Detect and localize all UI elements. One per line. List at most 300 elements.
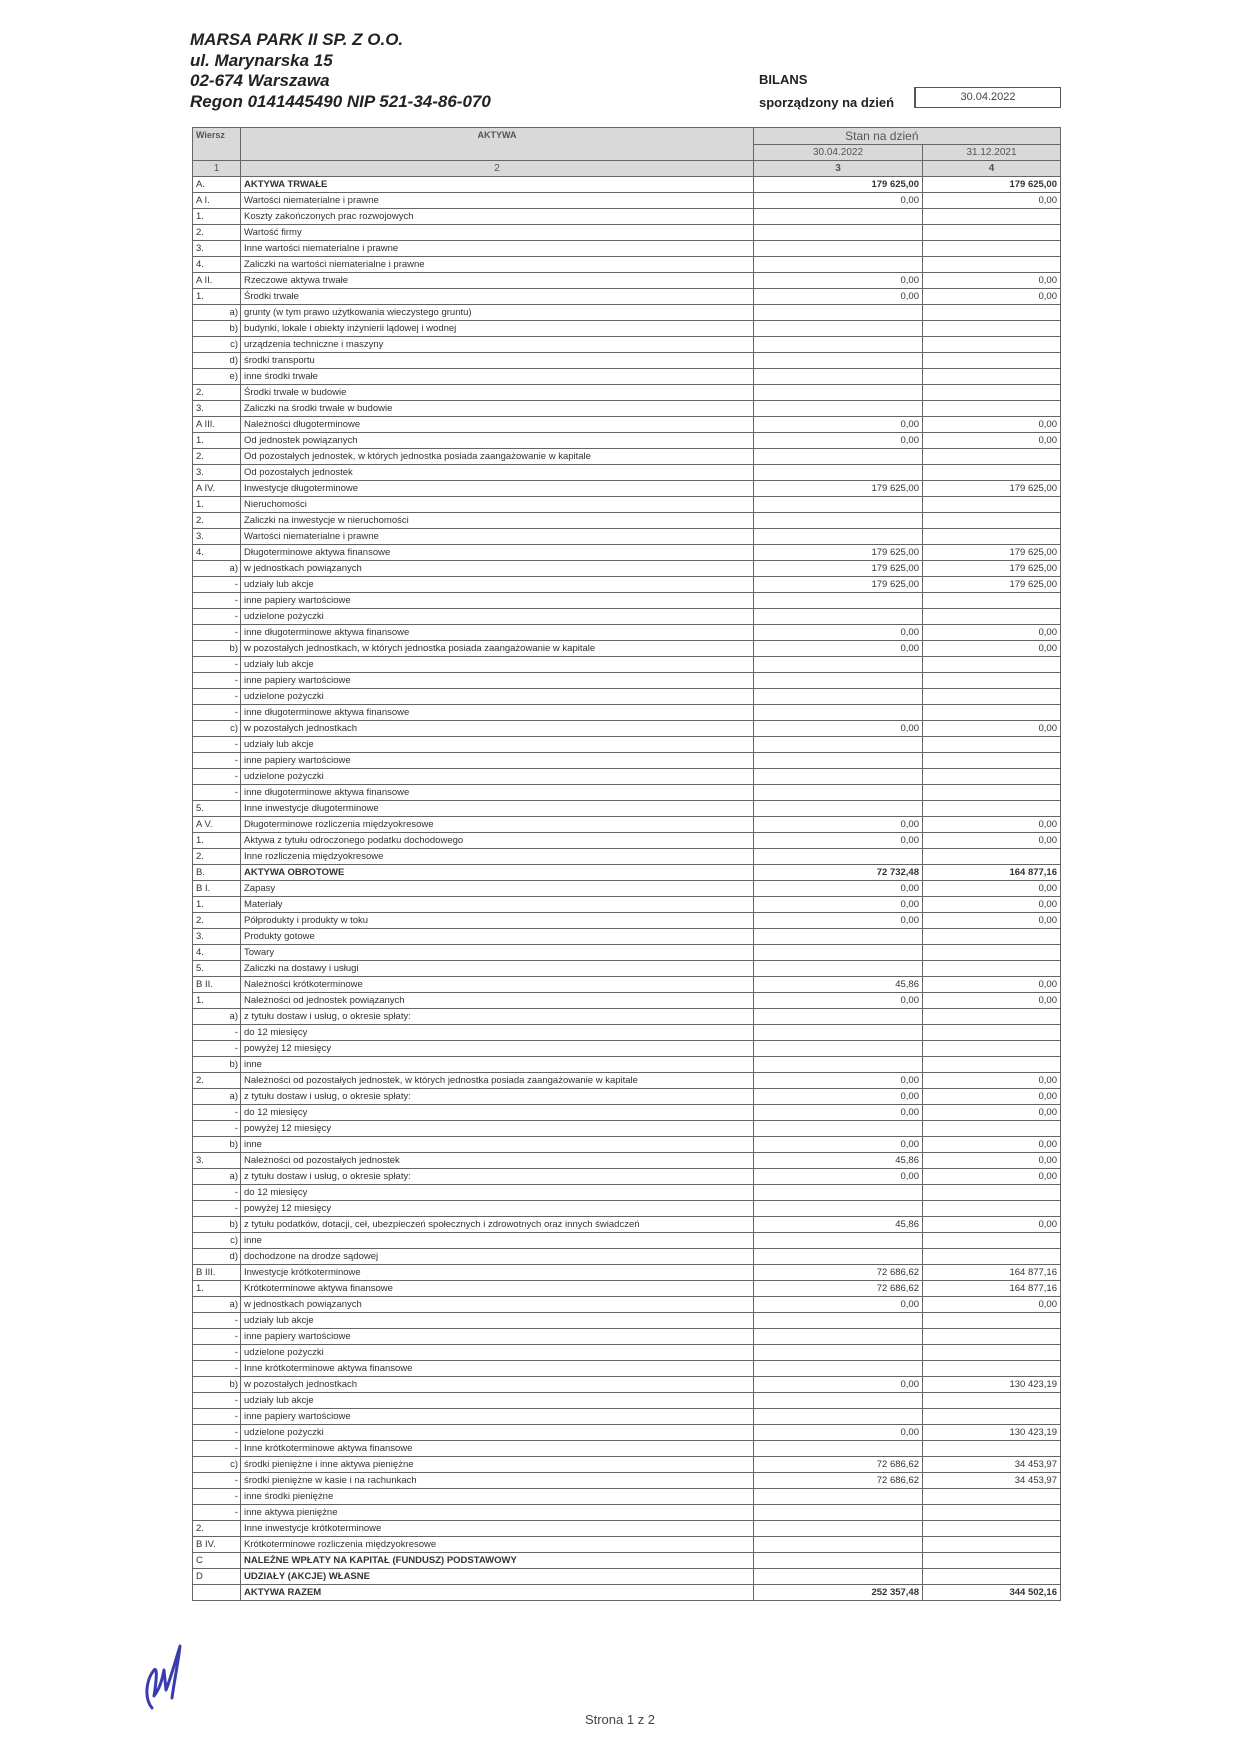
row-label: udziały lub akcje (241, 737, 754, 753)
row-code: 3. (193, 929, 241, 945)
row-value-current: 0,00 (754, 1105, 923, 1121)
row-label: Krótkoterminowe aktywa finansowe (241, 1281, 754, 1297)
table-row (193, 1441, 1061, 1457)
row-label: budynki, lokale i obiekty inżynierii lądowej i wodnej (241, 321, 754, 337)
table-row (193, 1185, 1061, 1201)
row-label: NALEŻNE WPŁATY NA KAPITAŁ (FUNDUSZ) PODSTAWOWY (241, 1553, 754, 1569)
company-city: 02-674 Warszawa (190, 71, 330, 90)
row-value-current (754, 497, 923, 513)
row-code: 2. (193, 1073, 241, 1089)
row-code: 3. (193, 241, 241, 257)
row-label: Należności krótkoterminowe (241, 977, 754, 993)
table-row (193, 465, 1061, 481)
row-value-previous (923, 1025, 1061, 1041)
table-row (193, 241, 1061, 257)
table-row (193, 289, 1061, 305)
row-value-previous (923, 529, 1061, 545)
row-label: inne papiery wartościowe (241, 1409, 754, 1425)
row-value-previous (923, 353, 1061, 369)
row-value-previous: 0,00 (923, 1217, 1061, 1233)
row-code: 1. (193, 993, 241, 1009)
row-value-current: 0,00 (754, 913, 923, 929)
row-code: - (193, 577, 241, 593)
table-row (193, 449, 1061, 465)
company-street: ul. Marynarska 15 (190, 50, 333, 70)
row-value-current (754, 1249, 923, 1265)
row-value-current: 0,00 (754, 833, 923, 849)
row-code: c) (193, 1233, 241, 1249)
row-label: udziały lub akcje (241, 1313, 754, 1329)
row-label: udziały lub akcje (241, 577, 754, 593)
row-code: a) (193, 1009, 241, 1025)
row-label: dochodzone na drodze sądowej (241, 1249, 754, 1265)
header-row-top (193, 128, 1061, 145)
row-value-current (754, 961, 923, 977)
row-value-current: 0,00 (754, 1425, 923, 1441)
row-value-current: 179 625,00 (754, 577, 923, 593)
table-row (193, 1553, 1061, 1569)
row-code: A II. (193, 273, 241, 289)
table-row (193, 1105, 1061, 1121)
row-label: z tytułu dostaw i usług, o okresie spłaty: (241, 1009, 754, 1025)
row-value-previous: 0,00 (923, 913, 1061, 929)
row-value-previous (923, 593, 1061, 609)
row-label: Od pozostałych jednostek, w których jednostka posiada zaangażowanie w kapitale (241, 449, 754, 465)
row-value-current (754, 513, 923, 529)
row-code: 2. (193, 385, 241, 401)
row-label: Od jednostek powiązanych (241, 433, 754, 449)
row-label: Wartość firmy (241, 225, 754, 241)
row-value-current (754, 1201, 923, 1217)
table-row (193, 1169, 1061, 1185)
row-code: 3. (193, 401, 241, 417)
row-value-previous: 0,00 (923, 1105, 1061, 1121)
row-code: b) (193, 1137, 241, 1153)
row-label: inne (241, 1233, 754, 1249)
row-value-current (754, 1361, 923, 1377)
row-value-previous (923, 1121, 1061, 1137)
row-value-current: 179 625,00 (754, 177, 923, 193)
row-label: Od pozostałych jednostek (241, 465, 754, 481)
table-row (193, 1489, 1061, 1505)
row-label: UDZIAŁY (AKCJE) WŁASNE (241, 1569, 754, 1585)
row-value-current (754, 1569, 923, 1585)
row-value-current (754, 1313, 923, 1329)
table-row (193, 369, 1061, 385)
row-label: Środki trwałe w budowie (241, 385, 754, 401)
row-label: udzielone pożyczki (241, 689, 754, 705)
header-stan-na-dzien: Stan na dzień (754, 128, 923, 145)
row-code: C (193, 1553, 241, 1569)
table-row (193, 609, 1061, 625)
table-row (193, 1329, 1061, 1345)
row-value-current (754, 401, 923, 417)
row-value-previous (923, 1233, 1061, 1249)
row-label: w pozostałych jednostkach (241, 1377, 754, 1393)
row-value-current: 0,00 (754, 881, 923, 897)
row-value-previous (923, 225, 1061, 241)
row-code: - (193, 673, 241, 689)
row-label: powyżej 12 miesięcy (241, 1041, 754, 1057)
row-value-previous: 0,00 (923, 433, 1061, 449)
table-row (193, 577, 1061, 593)
row-value-current (754, 705, 923, 721)
row-value-current: 0,00 (754, 817, 923, 833)
row-code: - (193, 1441, 241, 1457)
table-row (193, 1473, 1061, 1489)
row-value-current: 0,00 (754, 721, 923, 737)
row-value-current (754, 1409, 923, 1425)
table-row (193, 865, 1061, 881)
row-value-previous: 0,00 (923, 1073, 1061, 1089)
page-footer: Strona 1 z 2 (584, 1712, 656, 1727)
row-code: 2. (193, 449, 241, 465)
row-value-current: 45,86 (754, 1217, 923, 1233)
row-label: Wartości niematerialne i prawne (241, 529, 754, 545)
row-code: b) (193, 1217, 241, 1233)
row-label: inne papiery wartościowe (241, 1329, 754, 1345)
table-row (193, 401, 1061, 417)
row-code: 5. (193, 961, 241, 977)
table-row (193, 1361, 1061, 1377)
row-value-previous: 0,00 (923, 1297, 1061, 1313)
row-label: udziały lub akcje (241, 657, 754, 673)
row-value-current (754, 753, 923, 769)
row-code: c) (193, 1457, 241, 1473)
table-row (193, 1281, 1061, 1297)
row-value-current (754, 353, 923, 369)
row-code: A IV. (193, 481, 241, 497)
row-code: - (193, 609, 241, 625)
row-label: Nieruchomości (241, 497, 754, 513)
row-value-current: 45,86 (754, 977, 923, 993)
row-value-current (754, 369, 923, 385)
table-row (193, 625, 1061, 641)
header-row-numbers (193, 161, 1061, 177)
row-label: AKTYWA RAZEM (241, 1585, 754, 1601)
table-row (193, 1393, 1061, 1409)
row-label: do 12 miesięcy (241, 1025, 754, 1041)
table-row (193, 705, 1061, 721)
header-num-1: 1 (193, 161, 241, 177)
prepared-label: sporządzony na dzień (759, 95, 895, 110)
row-label: udzielone pożyczki (241, 1425, 754, 1441)
balance-sheet-table (192, 127, 1061, 1601)
table-row (193, 1057, 1061, 1073)
row-value-previous (923, 1009, 1061, 1025)
row-value-previous: 164 877,16 (923, 1265, 1061, 1281)
row-code: 1. (193, 897, 241, 913)
row-code: a) (193, 305, 241, 321)
table-row (193, 529, 1061, 545)
table-row (193, 1585, 1061, 1601)
row-code: 1. (193, 1281, 241, 1297)
row-label: w pozostałych jednostkach, w których jednostka posiada zaangażowanie w kapitale (241, 641, 754, 657)
row-code: a) (193, 1297, 241, 1313)
row-value-current: 0,00 (754, 625, 923, 641)
row-code: - (193, 1121, 241, 1137)
row-code: - (193, 1345, 241, 1361)
row-value-current: 0,00 (754, 193, 923, 209)
row-label: Towary (241, 945, 754, 961)
table-row (193, 817, 1061, 833)
row-code: B II. (193, 977, 241, 993)
row-code: 1. (193, 289, 241, 305)
header-aktywa: AKTYWA (241, 128, 754, 161)
table-row (193, 881, 1061, 897)
table-row (193, 689, 1061, 705)
row-value-current: 0,00 (754, 993, 923, 1009)
row-label: inne papiery wartościowe (241, 753, 754, 769)
row-value-previous (923, 801, 1061, 817)
row-label: Inwestycje długoterminowe (241, 481, 754, 497)
row-code: - (193, 1393, 241, 1409)
row-code: e) (193, 369, 241, 385)
row-value-previous (923, 1505, 1061, 1521)
row-code: 1. (193, 433, 241, 449)
row-label: do 12 miesięcy (241, 1105, 754, 1121)
row-value-current: 0,00 (754, 1089, 923, 1105)
row-value-previous: 179 625,00 (923, 577, 1061, 593)
row-value-previous: 0,00 (923, 193, 1061, 209)
row-value-current: 72 732,48 (754, 865, 923, 881)
row-code (193, 1585, 241, 1601)
table-row (193, 257, 1061, 273)
row-value-current (754, 305, 923, 321)
row-label: Należności od jednostek powiązanych (241, 993, 754, 1009)
table-row (193, 993, 1061, 1009)
row-value-current: 0,00 (754, 1297, 923, 1313)
row-value-current: 0,00 (754, 641, 923, 657)
row-value-previous (923, 1329, 1061, 1345)
row-code: - (193, 785, 241, 801)
row-label: Rzeczowe aktywa trwałe (241, 273, 754, 289)
table-row (193, 737, 1061, 753)
row-label: w jednostkach powiązanych (241, 561, 754, 577)
header-stan-filler (923, 128, 1061, 145)
row-label: Zaliczki na dostawy i usługi (241, 961, 754, 977)
row-code: D (193, 1569, 241, 1585)
row-value-previous: 130 423,19 (923, 1377, 1061, 1393)
row-code: - (193, 1329, 241, 1345)
row-value-previous: 0,00 (923, 1089, 1061, 1105)
row-value-previous: 0,00 (923, 993, 1061, 1009)
row-code: - (193, 593, 241, 609)
row-value-previous: 179 625,00 (923, 481, 1061, 497)
row-code: B. (193, 865, 241, 881)
row-code: 1. (193, 497, 241, 513)
row-value-previous (923, 1201, 1061, 1217)
row-code: 2. (193, 225, 241, 241)
row-value-current: 179 625,00 (754, 481, 923, 497)
row-value-previous: 0,00 (923, 289, 1061, 305)
row-value-previous: 0,00 (923, 721, 1061, 737)
row-value-current (754, 209, 923, 225)
row-value-current (754, 1121, 923, 1137)
row-value-current (754, 241, 923, 257)
row-value-current (754, 1329, 923, 1345)
header-num-2: 2 (241, 161, 754, 177)
row-code: 4. (193, 945, 241, 961)
row-value-previous: 344 502,16 (923, 1585, 1061, 1601)
row-value-current (754, 673, 923, 689)
row-code: B IV. (193, 1537, 241, 1553)
row-value-previous (923, 705, 1061, 721)
row-code: - (193, 1105, 241, 1121)
row-value-current: 0,00 (754, 433, 923, 449)
row-value-current: 0,00 (754, 1137, 923, 1153)
row-value-previous (923, 321, 1061, 337)
row-label: Zaliczki na środki trwałe w budowie (241, 401, 754, 417)
header-num-4: 4 (923, 161, 1061, 177)
row-code: d) (193, 1249, 241, 1265)
row-value-previous (923, 1313, 1061, 1329)
row-value-previous (923, 785, 1061, 801)
row-label: Krótkoterminowe rozliczenia międzyokresowe (241, 1537, 754, 1553)
row-value-previous: 0,00 (923, 625, 1061, 641)
row-value-previous (923, 1185, 1061, 1201)
table-row (193, 1249, 1061, 1265)
row-code: 2. (193, 913, 241, 929)
row-label: Koszty zakończonych prac rozwojowych (241, 209, 754, 225)
row-value-current: 0,00 (754, 273, 923, 289)
row-value-current (754, 1553, 923, 1569)
table-row (193, 977, 1061, 993)
row-value-current (754, 1505, 923, 1521)
table-row (193, 385, 1061, 401)
row-value-current: 72 686,62 (754, 1265, 923, 1281)
row-value-previous (923, 1041, 1061, 1057)
row-label: inne papiery wartościowe (241, 593, 754, 609)
row-value-current (754, 321, 923, 337)
row-code: b) (193, 1057, 241, 1073)
header-wiersz: Wiersz (193, 128, 241, 161)
table-row (193, 929, 1061, 945)
row-code: - (193, 1409, 241, 1425)
table-row (193, 833, 1061, 849)
row-value-current (754, 945, 923, 961)
table-row (193, 1569, 1061, 1585)
row-code: 4. (193, 257, 241, 273)
row-code: b) (193, 321, 241, 337)
table-row (193, 1121, 1061, 1137)
row-value-current (754, 1009, 923, 1025)
table-row (193, 1537, 1061, 1553)
row-code: 3. (193, 1153, 241, 1169)
table-row (193, 785, 1061, 801)
row-label: grunty (w tym prawo użytkowania wieczystego gruntu) (241, 305, 754, 321)
row-label: środki transportu (241, 353, 754, 369)
table-row (193, 193, 1061, 209)
row-label: udzielone pożyczki (241, 609, 754, 625)
header-date-2: 31.12.2021 (923, 144, 1061, 161)
table-row (193, 1313, 1061, 1329)
row-value-previous: 0,00 (923, 833, 1061, 849)
table-row (193, 657, 1061, 673)
table-row (193, 321, 1061, 337)
row-label: Materiały (241, 897, 754, 913)
row-value-previous (923, 241, 1061, 257)
row-code: 3. (193, 529, 241, 545)
row-code: 2. (193, 1521, 241, 1537)
row-code: 2. (193, 513, 241, 529)
row-value-previous (923, 401, 1061, 417)
table-row (193, 721, 1061, 737)
table-row (193, 1137, 1061, 1153)
row-code: - (193, 753, 241, 769)
table-row (193, 753, 1061, 769)
row-label: Zaliczki na wartości niematerialne i prawne (241, 257, 754, 273)
row-value-previous (923, 945, 1061, 961)
row-label: Długoterminowe rozliczenia międzyokresowe (241, 817, 754, 833)
table-row (193, 1217, 1061, 1233)
row-code: d) (193, 353, 241, 369)
row-value-previous (923, 337, 1061, 353)
row-value-previous (923, 1521, 1061, 1537)
row-code: c) (193, 337, 241, 353)
row-label: inne środki trwałe (241, 369, 754, 385)
row-label: środki pieniężne i inne aktywa pieniężne (241, 1457, 754, 1473)
table-row (193, 225, 1061, 241)
table-row (193, 481, 1061, 497)
row-value-previous (923, 1249, 1061, 1265)
row-value-previous: 34 453,97 (923, 1457, 1061, 1473)
row-value-current (754, 689, 923, 705)
row-code: A I. (193, 193, 241, 209)
row-label: powyżej 12 miesięcy (241, 1121, 754, 1137)
table-row (193, 1233, 1061, 1249)
row-value-previous (923, 609, 1061, 625)
row-code: 1. (193, 833, 241, 849)
row-value-current: 0,00 (754, 897, 923, 913)
table-row (193, 273, 1061, 289)
row-code: A. (193, 177, 241, 193)
row-code: a) (193, 1169, 241, 1185)
table-row (193, 769, 1061, 785)
row-value-current: 179 625,00 (754, 545, 923, 561)
table-row (193, 1521, 1061, 1537)
row-label: inne długoterminowe aktywa finansowe (241, 785, 754, 801)
row-value-current (754, 785, 923, 801)
row-label: z tytułu podatków, dotacji, ceł, ubezpieczeń społecznych i zdrowotnych oraz innych świadczeń (241, 1217, 754, 1233)
row-value-previous: 179 625,00 (923, 177, 1061, 193)
row-label: Należności od pozostałych jednostek, w których jednostka posiada zaangażowanie w kapitale (241, 1073, 754, 1089)
row-value-current (754, 769, 923, 785)
row-value-previous (923, 1569, 1061, 1585)
row-label: do 12 miesięcy (241, 1185, 754, 1201)
row-code: - (193, 657, 241, 673)
row-value-previous (923, 497, 1061, 513)
row-value-current (754, 849, 923, 865)
row-value-previous (923, 1489, 1061, 1505)
row-label: Aktywa z tytułu odroczonego podatku dochodowego (241, 833, 754, 849)
table-row (193, 1009, 1061, 1025)
table-row (193, 1089, 1061, 1105)
table-row (193, 593, 1061, 609)
row-value-current: 72 686,62 (754, 1457, 923, 1473)
row-value-previous (923, 209, 1061, 225)
row-value-previous (923, 449, 1061, 465)
table-row (193, 561, 1061, 577)
row-value-previous: 0,00 (923, 641, 1061, 657)
row-value-previous: 0,00 (923, 273, 1061, 289)
row-value-current (754, 801, 923, 817)
row-value-current: 0,00 (754, 417, 923, 433)
table-row (193, 305, 1061, 321)
table-row (193, 1377, 1061, 1393)
row-value-previous (923, 737, 1061, 753)
row-value-current (754, 529, 923, 545)
